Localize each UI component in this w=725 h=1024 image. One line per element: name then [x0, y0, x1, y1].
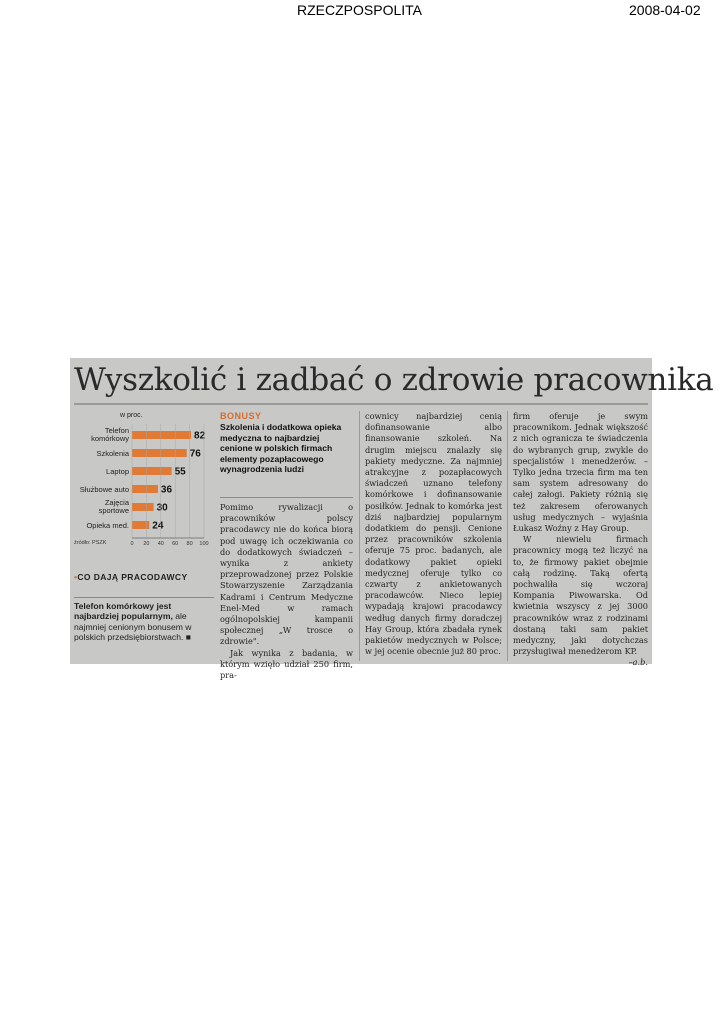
sidebar-text-bold: Telefon komórkowy jest najbardziej popularnym,: [74, 601, 173, 622]
sidebar-kicker-text: CO DAJĄ PRACODAWCY: [77, 572, 188, 582]
column-3-paragraph-1: firm oferuje je swym pracownikom. Jednak większość z nich ogranicza te świadczenia do wybranych grup, zwykle do specjalistów i menedżerów. – Tylko jedna trzecia firm ma ten sam system adresowany do całej załogi. Pakiety różnią się też zakresem oferowanych usług medycznych – wyjaśnia Łukasz Woźny z Hay Group.: [513, 411, 648, 534]
column-divider-2: [507, 411, 508, 661]
chart-category-label: Laptop: [106, 467, 129, 476]
chart-value-label: 55: [174, 466, 186, 478]
newspaper-clipping: [70, 358, 714, 681]
chart-x-tick-label: 80: [186, 541, 193, 547]
chart-bar: [132, 449, 187, 457]
chart-x-tick-label: 0: [130, 541, 134, 547]
column-3-paragraph-2-text: W niewielu firmach pracownicy mogą też liczyć na to, że firmowy pakiet obejmie całą rodzinę. Taką ofertą pochwaliła się wczoraj Kompania Piwowarska. Od kwietnia wszyscy z jej 3000 pracowników wraz z rodzinami dostaną taki sam pakiet medyczny, jaki dotychczas przysługiwał menedżerom KP.: [513, 534, 648, 657]
headline-rule: [74, 403, 648, 405]
chart-value-label: 30: [156, 502, 168, 514]
article-lead: Szkolenia i dodatkowa opieka medyczna to najbardziej cenione w polskich firmach elementy pozapłacowego wynagrodzenia ludzi: [220, 422, 342, 475]
article-column-3: [513, 411, 648, 669]
chart-category-label: Służbowe auto: [79, 485, 129, 494]
section-kicker: BONUSY: [220, 411, 262, 421]
chart-value-label: 36: [160, 484, 173, 496]
sidebar-text: [74, 601, 214, 643]
chart-unit-label: w proc.: [120, 412, 143, 419]
sidebar-kicker: [74, 572, 214, 582]
article-column-2: [365, 411, 502, 657]
lead-block: [220, 411, 352, 475]
kicker-bullet: •: [74, 572, 78, 582]
end-mark: ■: [185, 632, 191, 643]
column-1-paragraph-2: Jak wynika z badania, w którym wzięło udział 250 firm, pra-: [220, 647, 353, 681]
chart-value-label: 76: [189, 448, 201, 460]
chart-x-tick-label: 40: [157, 541, 164, 547]
chart-category-label: Opieka med.: [86, 521, 129, 530]
column-divider-1: [359, 411, 360, 661]
chart-bar: [132, 503, 154, 511]
chart-category-label: Zajęcia sportowe: [98, 498, 129, 515]
publication-date: 2008-04-02: [629, 2, 701, 18]
author-signature: –a.b.: [628, 657, 648, 668]
sidebar-text-rest: ale najmniej cenionym bonusem w polskich przedsiębiorstwach.: [74, 611, 192, 643]
article-column-1: [220, 502, 353, 681]
sidebar-divider: [74, 597, 214, 598]
column-3-paragraph-2: [513, 534, 648, 668]
chart-category-label: Szkolenia: [96, 449, 129, 458]
chart-bar: [132, 485, 158, 493]
chart-x-tick-label: 100: [199, 541, 209, 547]
bonus-chart: [72, 408, 214, 560]
publication-name: RZECZPOSPOLITA: [297, 2, 422, 18]
article-headline: Wyszkolić i zadbać o zdrowie pracownika: [74, 362, 714, 398]
column-2-paragraph-1: cownicy najbardziej cenią dofinansowanie albo finansowanie szkoleń. Na drugim miejscu znalazły się pakiety medyczne. Za najmniej atrakcyjne z pozapłacowych świadczeń uznano telefony komórkowe i dofinansowanie posiłków. Jednak to komórka jest dziś najbardziej popularnym dodatkiem do pensji. Cenione przez pracowników szkolenia oferuje 75 proc. badanych, ale dodatkowy pakiet opieki medycznej oferuje tylko co czwarty z ankietowanych pracodawców. Nieco lepiej wypadają krajowi pracodawcy według danych firmy doradczej Hay Group, która zbadała rynek pakietów medycznych w Polsce; w jej ocenie obecnie już 80 proc.: [365, 411, 502, 657]
column-1-paragraph-1: Pomimo rywalizacji o pracowników polscy pracodawcy nie do końca biorą pod uwagę ich oczekiwania co do dodatkowych świadczeń – wynika z ankiety przeprowadzonej przez Polskie Stowarzyszenie Zarządzania Kadrami i Centrum Medyczne Enel-Med w ramach ogólnopolskiej kampanii społecznej „W trosce o zdrowie".: [220, 502, 353, 647]
chart-value-label: 24: [152, 520, 164, 532]
chart-bar: [132, 431, 191, 439]
chart-source: źródło: PSZK: [74, 540, 107, 546]
lead-divider: [220, 497, 353, 498]
chart-x-tick-label: 60: [172, 541, 179, 547]
chart-x-tick-label: 20: [143, 541, 150, 547]
chart-bar: [132, 467, 172, 475]
chart-value-label: 82: [194, 430, 206, 442]
chart-bar: [132, 521, 149, 529]
chart-category-label: Telefon komórkowy: [91, 426, 129, 443]
